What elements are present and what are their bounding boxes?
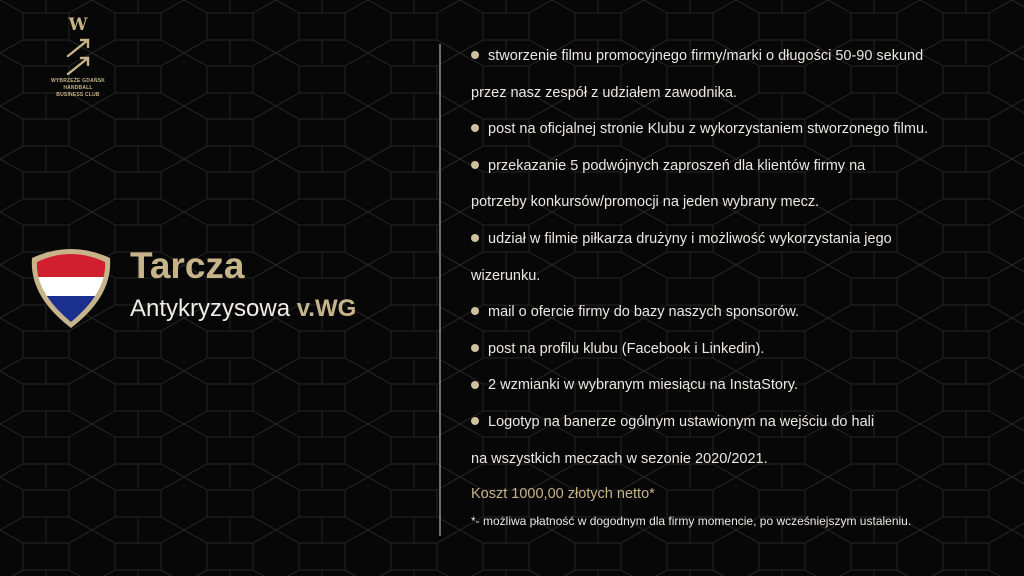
benefit-text: wizerunku. (471, 267, 541, 284)
benefit-line (471, 258, 1016, 295)
benefit-line (471, 148, 1016, 185)
benefit-line (471, 221, 1016, 258)
benefit-item (471, 111, 1016, 148)
bullet-icon (471, 124, 479, 132)
rising-arrows-icon (58, 14, 98, 78)
benefit-line (471, 404, 1016, 441)
bullet-icon (471, 234, 479, 242)
bullet-icon (471, 307, 479, 315)
vertical-divider (439, 44, 441, 536)
offer-title: Tarcza (130, 245, 245, 286)
benefit-item (471, 221, 1016, 294)
benefit-text: 2 wzmianki w wybranym miesiącu na InstaStory. (488, 377, 798, 394)
benefit-item (471, 148, 1016, 221)
benefit-line (471, 184, 1016, 221)
logo-line-2: BUSINESS CLUB (56, 92, 100, 98)
benefit-item (471, 294, 1016, 331)
benefit-line (471, 75, 1016, 112)
bullet-icon (471, 161, 479, 169)
benefit-item (471, 367, 1016, 404)
bullet-icon (471, 381, 479, 389)
bullet-icon (471, 51, 479, 59)
offer-version: v.WG (296, 295, 357, 322)
logo-line-1: WYBRZEŻE GDAŃSK HANDBALL (50, 78, 106, 91)
cost-text: Koszt 1000,00 złotych netto* (471, 486, 655, 502)
benefit-text: mail o ofercie firmy do bazy naszych sponsorów. (488, 304, 800, 321)
benefit-text: udział w filmie piłkarza drużyny i możliwość wykorzystania jego (488, 230, 892, 247)
logo-letter: W (68, 15, 88, 35)
benefit-text: potrzeby konkursów/promocji na jeden wybrany mecz. (471, 194, 820, 211)
benefit-line (471, 294, 1016, 331)
benefit-line (471, 441, 1016, 478)
benefit-text: post na profilu klubu (Facebook i Linkedin). (488, 340, 765, 357)
benefit-line (471, 367, 1016, 404)
benefit-text: na wszystkich meczach w sezonie 2020/2021. (471, 450, 768, 467)
benefit-text: przekazanie 5 podwójnych zaproszeń dla klientów firmy na (488, 157, 866, 174)
payment-note: *- możliwa płatność w dogodnym dla firmy momencie, po wcześniejszym ustaleniu. (471, 514, 912, 528)
benefit-text: post na oficjalnej stronie Klubu z wykorzystaniem stworzonego filmu. (488, 121, 929, 138)
bullet-icon (471, 344, 479, 352)
benefit-line (471, 111, 1016, 148)
benefit-text: przez nasz zespół z udziałem zawodnika. (471, 84, 737, 101)
offer-subtitle-text: Antykryzysowa (130, 295, 291, 322)
benefit-line (471, 331, 1016, 368)
offer-subtitle (130, 292, 356, 326)
benefit-line (471, 38, 1016, 75)
benefit-item (471, 404, 1016, 477)
club-logo (38, 14, 118, 99)
bullet-icon (471, 417, 479, 425)
benefit-text: stworzenie filmu promocyjnego firmy/marki o długości 50-90 sekund (488, 48, 924, 64)
benefit-list (471, 38, 1016, 477)
benefit-item (471, 331, 1016, 368)
benefit-text: Logotyp na banerze ogólnym ustawionym na wejściu do hali (488, 413, 875, 430)
benefit-item (471, 38, 1016, 111)
shield-icon (29, 248, 113, 328)
